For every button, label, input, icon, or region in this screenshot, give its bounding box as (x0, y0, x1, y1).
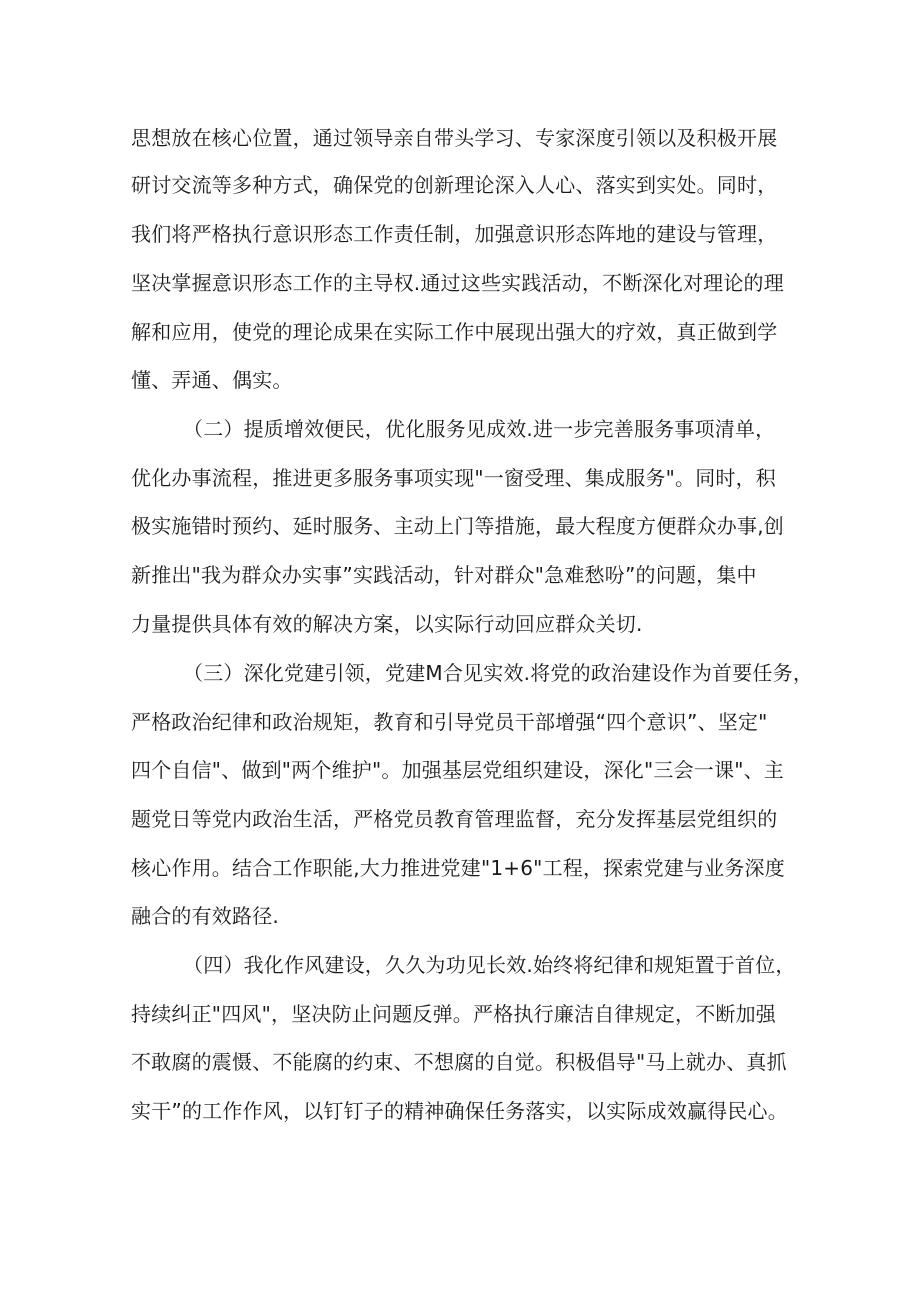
text-line: 实干”的工作作风，以钉钉子的精神确保任务落实，以实际成效赢得民心。 (131, 1099, 788, 1123)
text-line: 极实施错时预约、延时服务、主动上门等措施，最大程度方便群众办事,创 (131, 514, 784, 538)
text-line: 融合的有效路径. (131, 904, 279, 928)
text-line: 新推出"我为群众办实事”实践活动，针对群众"急难愁吩”的问题，集中 (131, 563, 757, 587)
text-line: 研讨交流等多种方式，确保党的创新理论深入人心、落实到实处。同时， (131, 173, 778, 197)
text-line: 核心作用。结合工作职能,大力推进党建"1+6"工程，探索党建与业务深度 (131, 856, 785, 880)
text-line: 我们将严格执行意识形态工作责任制，加强意识形态阵地的建设与管理， (131, 222, 778, 246)
section-heading-line: （二）提质增效便民，优化服务见成效.进一步完善服务事项清单， (183, 417, 776, 441)
text-line: 持续纠正"四风"，坚决防止问题反弹。严格执行廉洁自律规定，不断加强 (131, 1002, 776, 1026)
text-line: 题党日等党内政治生活，严格党员教育管理监督，充分发挥基层党组织的 (131, 807, 778, 831)
section-heading-line: （四）我化作风建设，久久为功见长效.始终将纪律和规矩置于首位， (183, 953, 796, 977)
text-line: 思想放在核心位置，通过领导亲自带头学习、专家深度引领以及积极开展 (131, 126, 778, 150)
text-line: 严格政治纪律和政治规矩，教育和引导党员干部增强“四个意识”、坚定" (131, 710, 768, 734)
text-line: 力量提供具体有效的解决方案，以实际行动回应群众关切. (131, 612, 643, 636)
text-line: 优化办事流程，推进更多服务事项实现"一窗受理、集成服务"。同时，积 (131, 466, 776, 490)
text-line: 坚决掌握意识形态工作的主导权.通过这些实践活动，不断深化对理论的理 (131, 271, 784, 295)
section-heading-line: （三）深化党建引领，党建M合见实效.将党的政治建设作为首要任务， (183, 661, 814, 685)
text-line: 四个自信"、做到"两个维护"。加强基层党组织建设，深化"三会一课"、主 (131, 758, 784, 782)
text-line: 懂、弄通、偶实。 (131, 368, 293, 392)
text-line: 解和应用，使党的理论成果在实际工作中展现出强大的疗效，真正做到学 (131, 320, 778, 344)
text-line: 不敢腐的震慑、不能腐的约束、不想腐的自觉。积极倡导"马上就办、真抓 (131, 1050, 787, 1074)
